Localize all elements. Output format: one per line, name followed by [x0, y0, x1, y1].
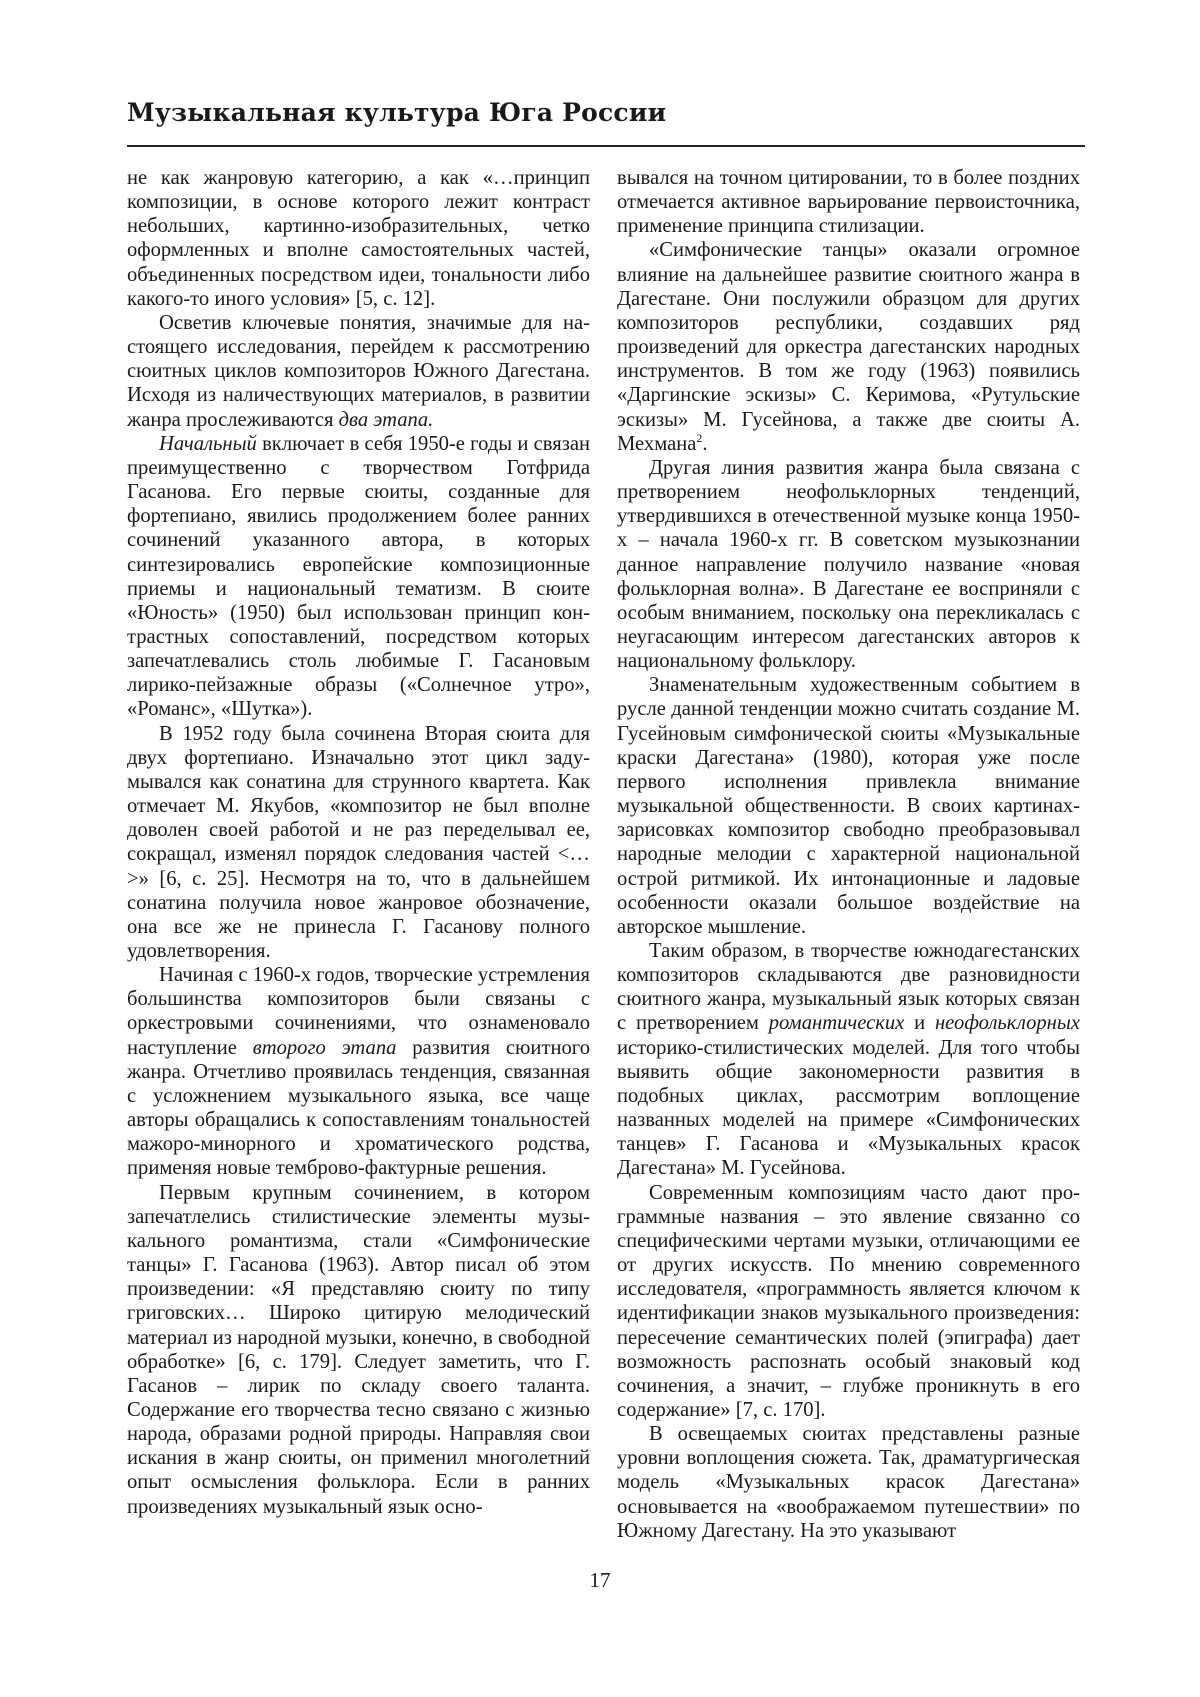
italic-term: два этапа.: [338, 408, 434, 431]
text-span: развития сюитного жанра. Отчетливо проявилась тенденция, связанная с усложнением музыкального языка, все чаще авторы обращались к сопоставлениям тональностей мажоро-минорного и хроматического родства, применяя новые темброво-фактурные решения.: [127, 1036, 590, 1180]
running-header: [127, 96, 1085, 130]
italic-term: второго этапа: [252, 1036, 397, 1059]
paragraph: не как жанровую категорию, а как «…принцип композиции, в основе которого лежит контраст небольших, картинно-изобразительных, четко оформленных и вполне самостоятельных частей, объединенных посредством идеи, тональности либо какого-то иного условия» [5, с. 12].: [127, 167, 590, 310]
paragraph: Первым крупным сочинением, в котором запечатлелись стилистические элементы музыкального романтизма, стали «Симфонические танцы» Г. Гасанова (1963). Автор писал об этом произведении: «Я представляю сюиту по типу григовских… Широко цитирую мелодический материал из народной музыки, конечно, в свободной обработке» [6, с. 179]. Следует заметить, что Г. Гасанов – лирик по складу своего таланта. Содержание его творчества тесно связано с жизнью народа, образами родной природы. Направляя свои искания в жанр сюиты, он применил многолетний опыт осмысления фольклора. Если в ранних произведениях музыкальный язык осно-: [127, 1181, 590, 1518]
left-column: [127, 166, 590, 1519]
paragraph: вывался на точном цитировании, то в более поздних отмечается активное варьирование первоисточника, применение принципа стилизации.: [617, 167, 1080, 238]
text-span: историко-стилистических моделей. Для того чтобы выявить общие закономерности развития в подобных циклах, рассмотрим воплощение названных моделей на примере «Симфонических танцев» Г. Гасанова и «Музыкальных красок Дагестана» М. Гусейнова.: [617, 1036, 1080, 1180]
text-span: .: [702, 432, 708, 455]
page-number: 17: [589, 1568, 611, 1592]
paragraph: Современным композициям часто дают программные названия – это явление связанно со специфическими чертами музыки, отличающими ее от других искусств. По мнению современного исследователя, «программность является ключом к идентификации знаков музыкального произведения: пересечение семантических полей (эпиграфа) дает возможность распознать особый знаковый код сочинения, а значит, – глубже проникнуть в его содержание» [7, с. 170].: [617, 1181, 1080, 1421]
text-span: Осветив ключевые понятия, значимые для настоящего исследования, перейдем к рассмотрению сюитных циклов композиторов Южного Дагестана. Исходя из наличествующих материалов, в развитии жанра прослеживаются: [127, 311, 590, 431]
text-span: Начиная с 1960-х годов, творческие устремления большинства композиторов были связаны с оркестровыми сочинениями, что ознаменовало наступление: [127, 964, 590, 1059]
footnote-marker[interactable]: 2: [696, 430, 703, 445]
paragraph: [617, 939, 1080, 1181]
paragraph: [127, 963, 590, 1180]
paragraph: [127, 311, 590, 432]
paragraph: [127, 432, 590, 722]
header-rule: [127, 145, 1085, 147]
italic-term: Начальный: [159, 432, 257, 455]
text-span: и: [904, 1012, 935, 1035]
paragraph: Другая линия развития жанра была связана с претворением неофольклорных тенденций, утвердившихся в отечественной музыке конца 1950-х – начала 1960-х гг. В советском музыкознании данное направление получило название «новая фольклорная волна». В Дагестане ее восприняли с особым вниманием, поскольку она перекликалась с неугасающим интересом дагестанских авторов к национальному фольклору.: [617, 456, 1080, 673]
text-span: Таким образом, в творчестве южнодагестанских композиторов складываются две разновидности сюитного жанра, музыкальный язык которых связан с претворением: [617, 940, 1080, 1035]
paragraph: В 1952 году была сочинена Вторая сюита для двух фортепиано. Изначально этот цикл задумывался как сонатина для струнного квартета. Как отмечает М. Якубов, «композитор не был вполне доволен своей работой и не раз переделывал ее, сокращал, изменял порядок следования частей <…>» [6, с. 25]. Несмотря на то, что в дальнейшем сонатина получила новое жанровое обозначение, она все же не принесла Г. Гасанову полного удовлетворения.: [127, 722, 590, 962]
paragraph: В освещаемых сюитах представлены разные уровни воплощения сюжета. Так, драматургическая модель «Музыкальных красок Дагестана» основывается на «воображаемом путешествии» по Южному Дагестану. На это указывают: [617, 1423, 1080, 1542]
text-span: «Симфонические танцы» оказали огромное влияние на дальнейшее развитие сюитного жанра в Дагестане. Они послужили образцом для других композиторов республики, создавших ряд произведений для оркестра дагестанских народных инструментов. В том же году (1963) появились «Даргинские эскизы» С. Керимова, «Рутульские эскизы» М. Гусейнова, а также две сюиты А. Мехмана: [617, 239, 1080, 455]
journal-title: Музыкальная культура Юга России: [127, 98, 667, 127]
paragraph: Знаменательным художественным событием в русле данной тенденции можно считать создание М. Гусейновым симфонической сюиты «Музыкальные краски Дагестана» (1980), которая уже после первого исполнения привлекла внимание музыкальной общественности. В своих картинах-зарисовках композитор свободно преобразовывал народные мелодии с характерной национальной острой ритмикой. Их интонационные и ладовые особенности оказали большое воздействие на авторское мышление.: [617, 674, 1080, 938]
right-column: [617, 166, 1080, 1543]
italic-term: романтических: [768, 1012, 905, 1035]
paragraph: [617, 238, 1080, 455]
text-span: включает в себя 1950-е годы и связан преимущественно с творчеством Готфрида Гасанова. Его первые сюиты, созданные для фортепиано, явились продолжением более ранних сочинений указанного автора, в которых синтезировались европейские композиционные приемы и национальный тематизм. В сюите «Юность» (1950) был использован принцип контрастных сопоставлений, посредством которых запечатлевались столь любимые Г. Гасановым лирико-пейзажные образы («Солнечное утро», «Романс», «Шутка»).: [127, 432, 590, 721]
italic-term: неофольклорных: [934, 1012, 1080, 1035]
